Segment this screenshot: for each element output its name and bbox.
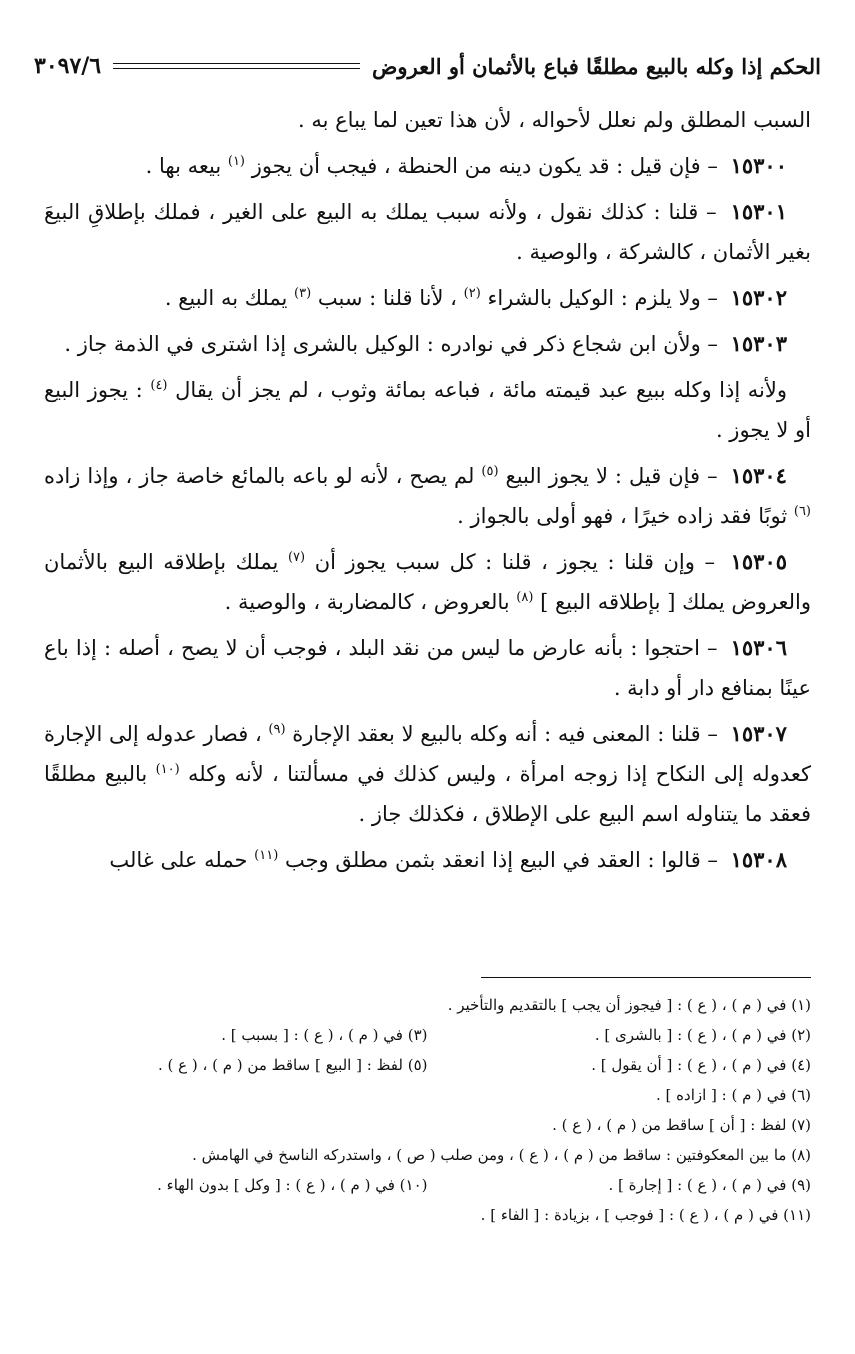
paragraph-text: يملك بإطلاقه البيع بالأثمان والعروض يملك [ بإطلاقه البيع ] — [44, 550, 811, 614]
paragraph-text: – وإن قلنا : يجوز ، قلنا : كل سبب يجوز أن — [314, 550, 715, 574]
paragraph-number: ١٥٣٠٠ — [730, 153, 787, 178]
paragraph-number: ١٥٣٠١ — [730, 199, 787, 224]
header-double-rule — [113, 63, 360, 69]
footnote-ref[interactable]: (٢) — [463, 286, 481, 301]
paragraph-15304 — [44, 456, 811, 536]
footnote-ref[interactable]: (٦) — [793, 504, 811, 519]
paragraph-text: – ولا يلزم : الوكيل بالشراء — [487, 286, 718, 310]
paragraph-15302 — [44, 278, 811, 318]
footnote-3: (٣) في ( م ) ، ( ع ) : [ بسبب ] . — [221, 1026, 428, 1044]
paragraph-number: ١٥٣٠٥ — [730, 549, 788, 574]
footnotes — [44, 990, 811, 1230]
paragraph-text: يملك به البيع . — [164, 286, 288, 310]
paragraph-text: – ولأن ابن شجاع ذكر في نوادره : الوكيل بالشرى إذا اشترى في الذمة جاز . — [64, 332, 718, 356]
footnote-row — [44, 1170, 811, 1200]
page-number: ٣٠٩٧/٦ — [34, 53, 102, 79]
paragraph-text: – احتجوا : بأنه عارض ما ليس من نقد البلد ، فوجب أن لا يصح ، أصله : إذا باع عينًا بمنافع دار أو دابة . — [44, 636, 811, 700]
paragraph-text: حمله على غالب — [109, 848, 248, 872]
paragraph-text: بيعه بها . — [145, 154, 222, 178]
footnote-2: (٢) في ( م ) ، ( ع ) : [ بالشرى ] . — [594, 1026, 811, 1044]
paragraph-15301 — [44, 192, 811, 272]
footnote-10: (١٠) في ( م ) ، ( ع ) : [ وكل ] بدون الهاء . — [157, 1176, 428, 1194]
footnote-5: (٥) لفظ : [ البيع ] ساقط من ( م ) ، ( ع ) . — [158, 1056, 428, 1074]
paragraph-number: ١٥٣٠٤ — [730, 463, 787, 488]
paragraph-continued — [44, 100, 811, 140]
footnote-6: (٦) في ( م ) : [ ازاده ] . — [656, 1086, 811, 1104]
footnote-ref[interactable]: (١) — [227, 154, 245, 169]
footnote-ref[interactable]: (١٠) — [155, 762, 180, 777]
paragraph-number: ١٥٣٠٦ — [730, 635, 787, 660]
paragraph-text: : يجوز البيع أو لا يجوز . — [44, 378, 811, 442]
paragraph-text: ثوبًا فقد زاده خيرًا ، فهو أولى بالجواز . — [457, 504, 788, 528]
footnote-ref[interactable]: (٨) — [516, 590, 534, 605]
paragraph-text: لم يصح ، لأنه لو باعه بالمائع خاصة جاز ، وإذا زاده — [44, 464, 475, 488]
paragraph-15306 — [44, 628, 811, 708]
paragraph-text: – قلنا : المعنى فيه : أنه وكله بالبيع لا بعقد الإجارة — [292, 722, 718, 746]
footnote-7: (٧) لفظ : [ أن ] ساقط من ( م ) ، ( ع ) . — [552, 1116, 811, 1134]
paragraph-15307 — [44, 714, 811, 834]
running-header — [34, 48, 821, 84]
footnote-ref[interactable]: (٤) — [150, 378, 168, 393]
footnote-8: (٨) ما بين المعكوفتين : ساقط من ( م ) ، ( ع ) ، ومن صلب ( ص ) ، واستدركه الناسخ في الهامش . — [192, 1146, 811, 1164]
footnote-ref[interactable]: (٧) — [287, 550, 306, 565]
paragraph-number: ١٥٣٠٧ — [730, 721, 787, 746]
paragraph-15305 — [44, 542, 811, 622]
paragraph-15300 — [44, 146, 811, 186]
footnote-9: (٩) في ( م ) ، ( ع ) : [ إجارة ] . — [608, 1176, 811, 1194]
paragraph-number: ١٥٣٠٣ — [730, 331, 787, 356]
paragraph-15308 — [44, 840, 811, 880]
paragraph-text: ، لأنا قلنا : سبب — [317, 286, 457, 310]
footnote-ref[interactable]: (٩) — [268, 722, 286, 737]
paragraph-text: ولأنه إذا وكله ببيع عبد قيمته مائة ، فباعه بمائة وثوب ، لم يجز أن يقال — [175, 378, 788, 402]
paragraph-text: – قالوا : العقد في البيع إذا انعقد بثمن مطلق وجب — [284, 848, 718, 872]
paragraph-text: بالبيع مطلقًا فعقد ما يتناوله اسم البيع على الإطلاق ، فكذلك جاز . — [44, 762, 811, 826]
paragraph-text: ، فصار عدوله إلى الإجارة كعدوله إلى النكاح إذا زوجه امرأة ، وليس كذلك في مسألتنا ، لأنه وكله — [44, 722, 811, 786]
chapter-title: الحكم إذا وكله بالبيع مطلقًا فباع بالأثمان أو العروض — [372, 53, 821, 79]
footnote-ref[interactable]: (١١) — [254, 848, 279, 863]
paragraph-text: – فإن قيل : لا يجوز البيع — [505, 464, 718, 488]
paragraph-text: السبب المطلق ولم نعلل لأحواله ، لأن هذا تعين لما يباع به . — [298, 108, 811, 132]
paragraph-15303 — [44, 324, 811, 364]
paragraph-unnumbered — [44, 370, 811, 450]
paragraph-number: ١٥٣٠٨ — [730, 847, 787, 872]
footnote-row — [44, 1050, 811, 1080]
footnote-ref[interactable]: (٥) — [481, 464, 499, 479]
paragraph-text: بالعروض ، كالمضاربة ، والوصية . — [224, 590, 510, 614]
footnote-4: (٤) في ( م ) ، ( ع ) : [ أن يقول ] . — [591, 1056, 811, 1074]
footnote-11: (١١) في ( م ) ، ( ع ) : [ فوجب ] ، بزيادة : [ الفاء ] . — [480, 1206, 811, 1224]
footnote-row — [44, 1020, 811, 1050]
footnote-ref[interactable]: (٣) — [294, 286, 312, 301]
paragraph-text: – فإن قيل : قد يكون دينه من الحنطة ، فيجب أن يجوز — [251, 154, 718, 178]
main-text — [44, 100, 811, 886]
footnote-1: (١) في ( م ) ، ( ع ) : [ فيجوز أن يجب ] بالتقديم والتأخير . — [447, 996, 811, 1014]
paragraph-text: – قلنا : كذلك نقول ، ولأنه سبب يملك به البيع على الغير ، فملك بإطلاقِ البيعَ بغير الأثمان ، كالشركة ، والوصية . — [44, 200, 811, 264]
paragraph-number: ١٥٣٠٢ — [730, 285, 787, 310]
footnote-separator — [481, 977, 811, 978]
